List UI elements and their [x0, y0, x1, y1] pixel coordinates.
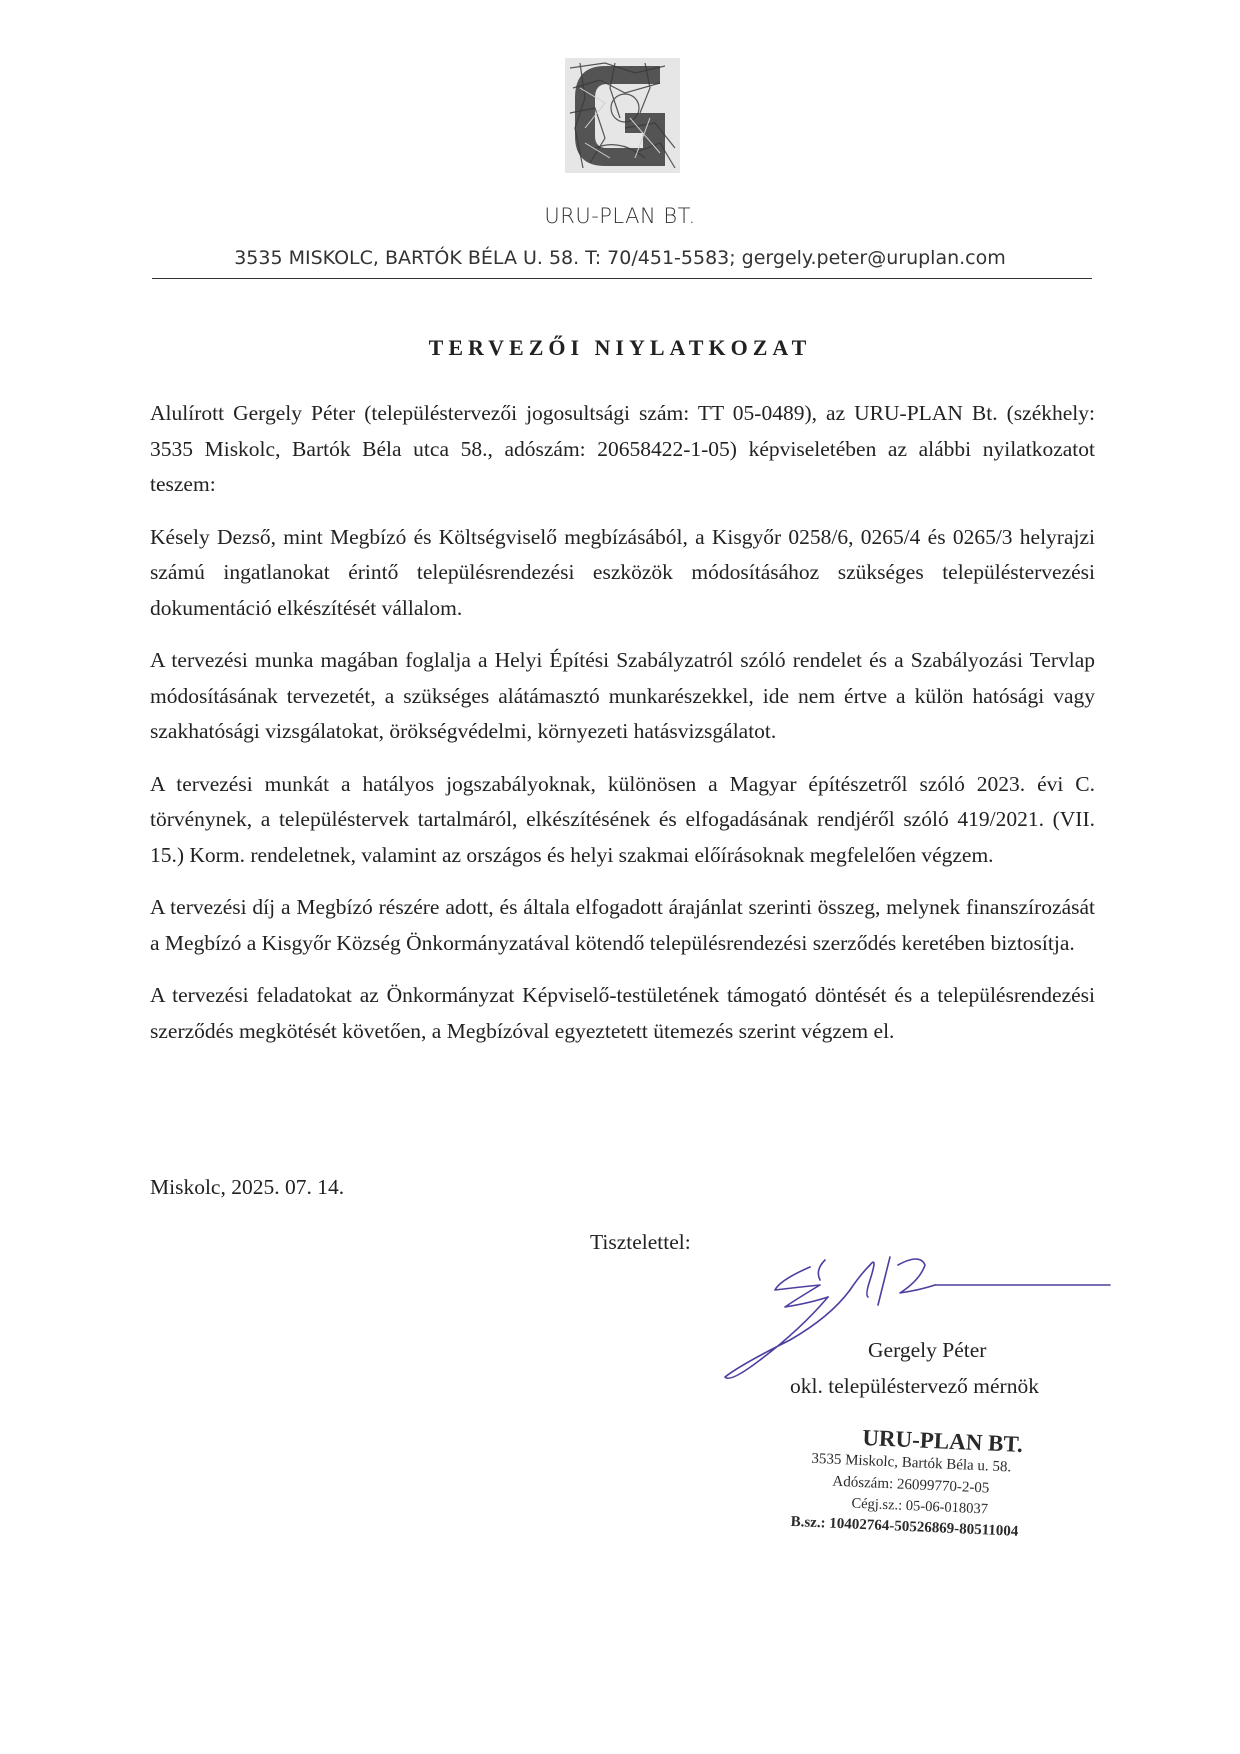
paragraph: A tervezési díj a Megbízó részére adott, és általa elfogadott árajánlat szerinti összeg, melynek finanszírozását a Megbízó a Kisgyőr Község Önkormányzatával kötendő településrendezési szerződés keretében biztosítja. — [150, 895, 1095, 955]
signer-name: Gergely Péter — [868, 1338, 987, 1362]
header-divider — [152, 278, 1092, 279]
stamp-company-name: URU-PLAN BT. — [861, 1424, 1024, 1457]
company-name: URU-PLAN BT. — [544, 204, 696, 228]
company-contact-line: 3535 MISKOLC, BARTÓK BÉLA U. 58. T: 70/451-5583; gergely.peter@uruplan.com — [234, 247, 1006, 269]
stamp-registration: Cégj.sz.: 05-06-018037 — [851, 1495, 989, 1518]
paragraph: A tervezési feladatokat az Önkormányzat Képviselő-testületének támogató döntését és a településrendezési szerződés megkötését követően, a Megbízóval egyeztetett ütemezés szerint végzem el. — [150, 983, 1095, 1043]
document-title: TERVEZŐI NIYLATKOZAT — [428, 335, 812, 360]
stamp-bank-account: B.sz.: 10402764-50526869-80511004 — [790, 1513, 1019, 1540]
paragraph: Késely Dezső, mint Megbízó és Költségviselő megbízásából, a Kisgyőr 0258/6, 0265/4 és 0265/3 helyrajzi számú ingatlanokat érintő településrendezési eszközök módosításához szükséges településtervezési dokumentáció elkészítését vállalom. — [150, 524, 1095, 620]
stamp-address: 3535 Miskolc, Bartók Béla u. 58. — [811, 1450, 1012, 1476]
paragraph: A tervezési munka magában foglalja a Helyi Építési Szabályzatról szóló rendelet és a Szabályozási Tervlap módosításának tervezetét, a szükséges alátámasztó munkarészekkel, ide nem értve a külön hatósági vagy szakhatósági vizsgálatokat, örökségvédelmi, környezeti hatásvizsgálatot. — [150, 648, 1095, 743]
paragraph: Alulírott Gergely Péter (településtervezői jogosultsági szám: TT 05-0489), az URU-PLAN Bt. (székhely: 3535 Miskolc, Bartók Béla utca 58., adószám: 20658422-1-05) képviseletében az alábbi nyilatkozatot teszem: — [150, 401, 1095, 496]
date-line: Miskolc, 2025. 07. 14. — [150, 1175, 345, 1199]
signer-title: okl. településtervező mérnök — [790, 1374, 1039, 1398]
closing-salutation: Tisztelettel: — [590, 1230, 691, 1254]
handwritten-signature — [720, 1245, 1140, 1395]
paragraph: A tervezési munkát a hatályos jogszabályoknak, különösen a Magyar építészetről szóló 2023. évi C. törvénynek, a településtervek tartalmáról, elkészítésének és elfogadásának rendjéről szóló 419/2021. (VII. 15.) Korm. rendeletnek, valamint az országos és helyi szakmai előírásoknak megfelelően végzem. — [150, 771, 1095, 867]
document-body — [150, 396, 1095, 1066]
company-stamp — [790, 1422, 1095, 1545]
company-logo — [565, 58, 680, 173]
stamp-tax-number: Adószám: 26099770-2-05 — [832, 1473, 990, 1497]
